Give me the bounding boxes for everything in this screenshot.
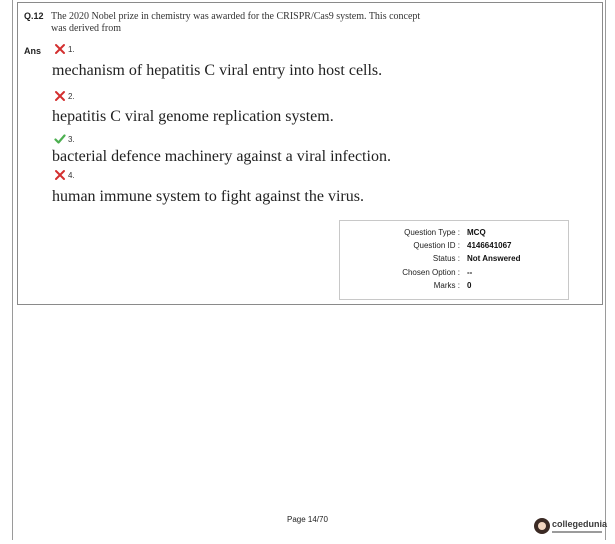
answer-label: Ans — [24, 46, 42, 56]
mascot-icon — [534, 518, 550, 534]
option-1-marker — [54, 43, 75, 55]
cross-icon — [54, 169, 66, 181]
question-number: Q.12 — [24, 11, 44, 21]
brand-name: collegedunia — [552, 518, 608, 529]
page-number: Page 14/70 — [287, 515, 328, 524]
option-3-marker — [54, 133, 75, 145]
option-4-number: 4. — [68, 170, 75, 180]
option-1-number: 1. — [68, 44, 75, 54]
question-meta-box — [339, 220, 569, 300]
option-3-number: 3. — [68, 134, 75, 144]
option-2-number: 2. — [68, 91, 75, 101]
option-2-marker — [54, 90, 75, 102]
cross-icon — [54, 90, 66, 102]
meta-status: Status : Not Answered — [432, 254, 521, 263]
check-icon — [54, 133, 66, 145]
option-1-text: mechanism of hepatitis C viral entry into host cells. — [52, 62, 383, 79]
option-4-marker — [54, 169, 75, 181]
option-3-text: bacterial defence machinery against a viral infection. — [52, 148, 391, 165]
option-4-text: human immune system to fight against the virus. — [52, 188, 364, 205]
question-text: The 2020 Nobel prize in chemistry was awarded for the CRISPR/Cas9 system. This concept was derived from — [51, 11, 421, 34]
question-panel — [17, 2, 603, 305]
meta-question-id: Question ID : 4146641067 — [413, 241, 512, 250]
brand-tagline-line — [552, 531, 602, 533]
cross-icon — [54, 43, 66, 55]
meta-chosen-option: Chosen Option : -- — [402, 268, 473, 277]
brand-logo — [534, 515, 606, 537]
option-2-text: hepatitis C viral genome replication system. — [52, 108, 334, 125]
meta-question-type: Question Type : MCQ — [404, 228, 486, 237]
meta-marks: Marks : 0 — [433, 281, 472, 290]
